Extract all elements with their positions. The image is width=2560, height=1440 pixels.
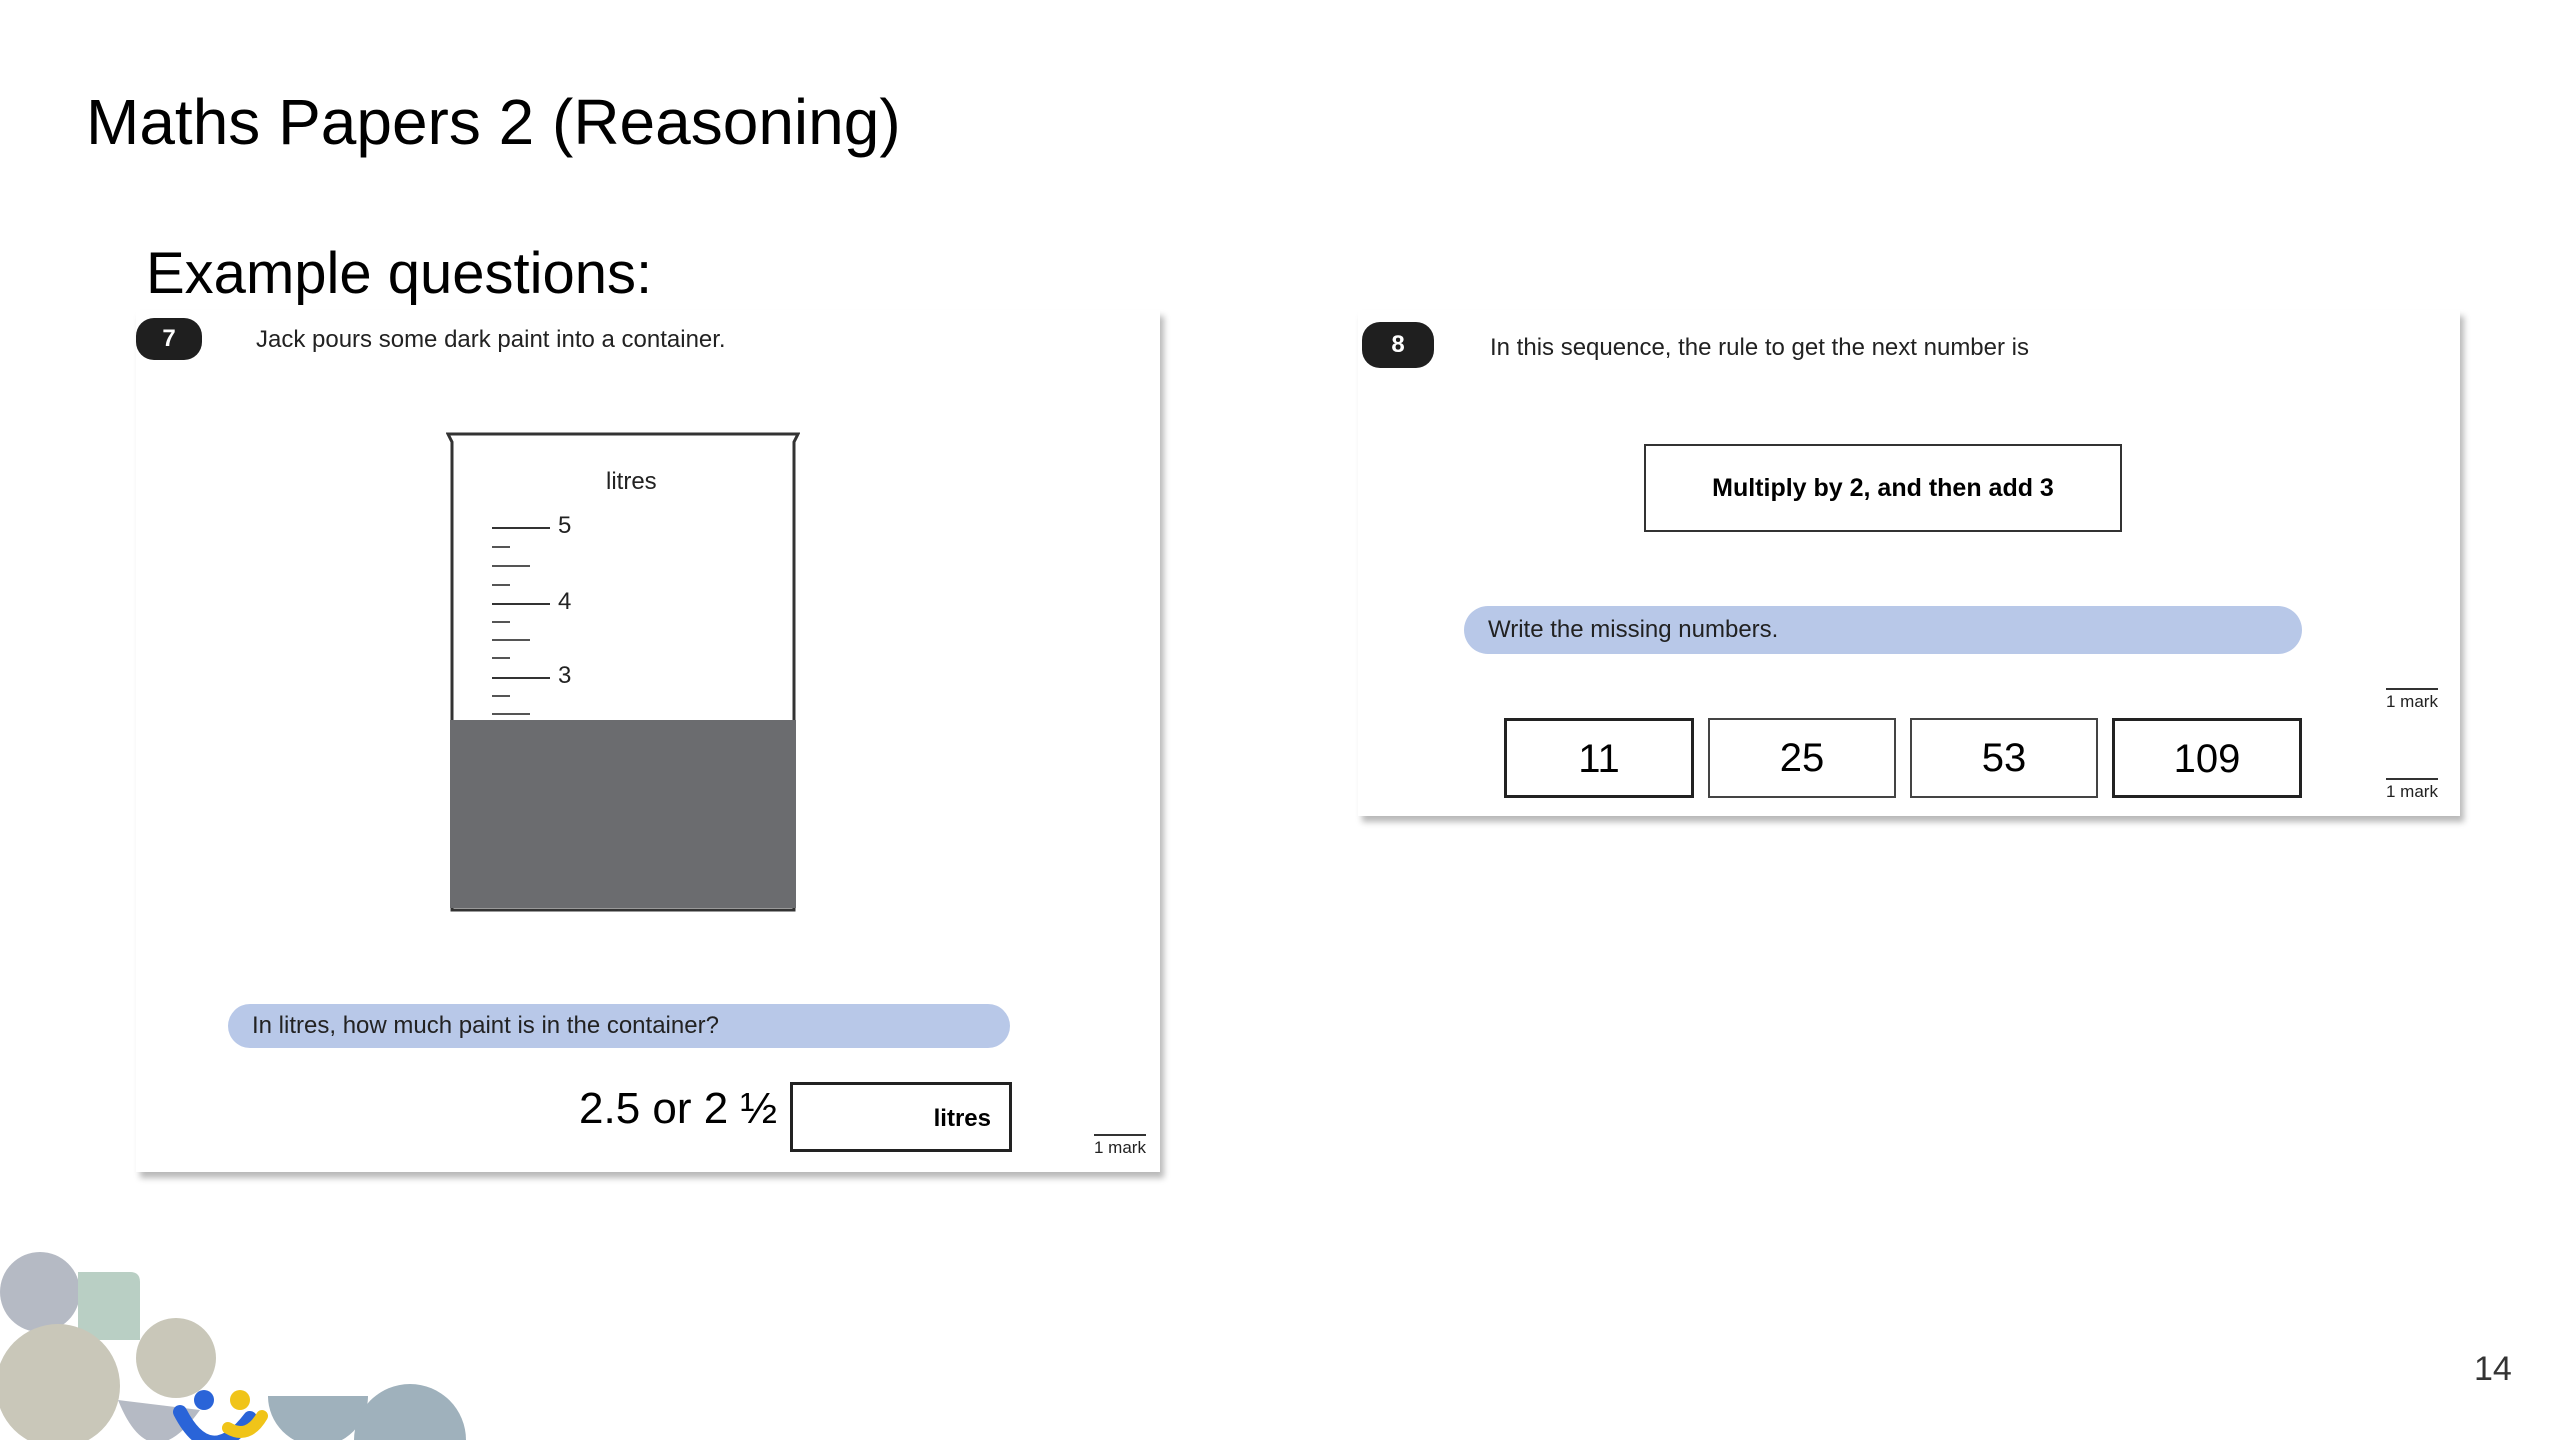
- question-7-panel: [136, 310, 1160, 1172]
- sequence-box-1: 11: [1504, 718, 1694, 798]
- question-7-text: Jack pours some dark paint into a container.: [256, 326, 726, 353]
- decor-square: [78, 1272, 140, 1340]
- mark-label: 1 mark: [2386, 778, 2438, 802]
- answer-unit-label: litres: [933, 1105, 991, 1132]
- paint-fill: [450, 720, 796, 908]
- rule-box: Multiply by 2, and then add 3: [1644, 444, 2122, 532]
- sequence-box-3[interactable]: 53: [1910, 718, 2098, 798]
- question-7-prompt: In litres, how much paint is in the container?: [228, 1004, 1010, 1048]
- scale-label-3: 3: [558, 662, 572, 689]
- answer-box[interactable]: [790, 1082, 1012, 1152]
- question-8-text: In this sequence, the rule to get the next number is: [1490, 334, 2029, 361]
- question-number-badge: 7: [136, 318, 202, 360]
- decor-circle: [0, 1252, 80, 1332]
- logo-dot-blue-icon: [194, 1390, 214, 1410]
- mark-label: 1 mark: [1094, 1134, 1146, 1158]
- page-title: Maths Papers 2 (Reasoning): [86, 86, 901, 158]
- scale-label-4: 4: [558, 588, 572, 615]
- question-8-panel: [1358, 310, 2460, 816]
- measuring-container: [446, 432, 800, 912]
- decor-bowl: [268, 1396, 368, 1440]
- sequence-box-2[interactable]: 25: [1708, 718, 1896, 798]
- question-8-prompt: Write the missing numbers.: [1464, 606, 2302, 654]
- decor-circle: [354, 1384, 466, 1440]
- scale-label-5: 5: [558, 512, 572, 539]
- logo-dot-yellow-icon: [230, 1390, 250, 1410]
- question-number-badge: 8: [1362, 322, 1434, 368]
- question-7-answer: 2.5 or 2 ½: [579, 1084, 778, 1133]
- mark-label: 1 mark: [2386, 688, 2438, 712]
- decorative-shapes: [0, 1240, 480, 1440]
- section-subtitle: Example questions:: [146, 241, 653, 306]
- sequence-box-4: 109: [2112, 718, 2302, 798]
- decor-circle: [136, 1318, 216, 1398]
- decor-circle: [0, 1324, 120, 1440]
- container-unit-label: litres: [606, 468, 657, 495]
- page-number: 14: [2474, 1350, 2512, 1388]
